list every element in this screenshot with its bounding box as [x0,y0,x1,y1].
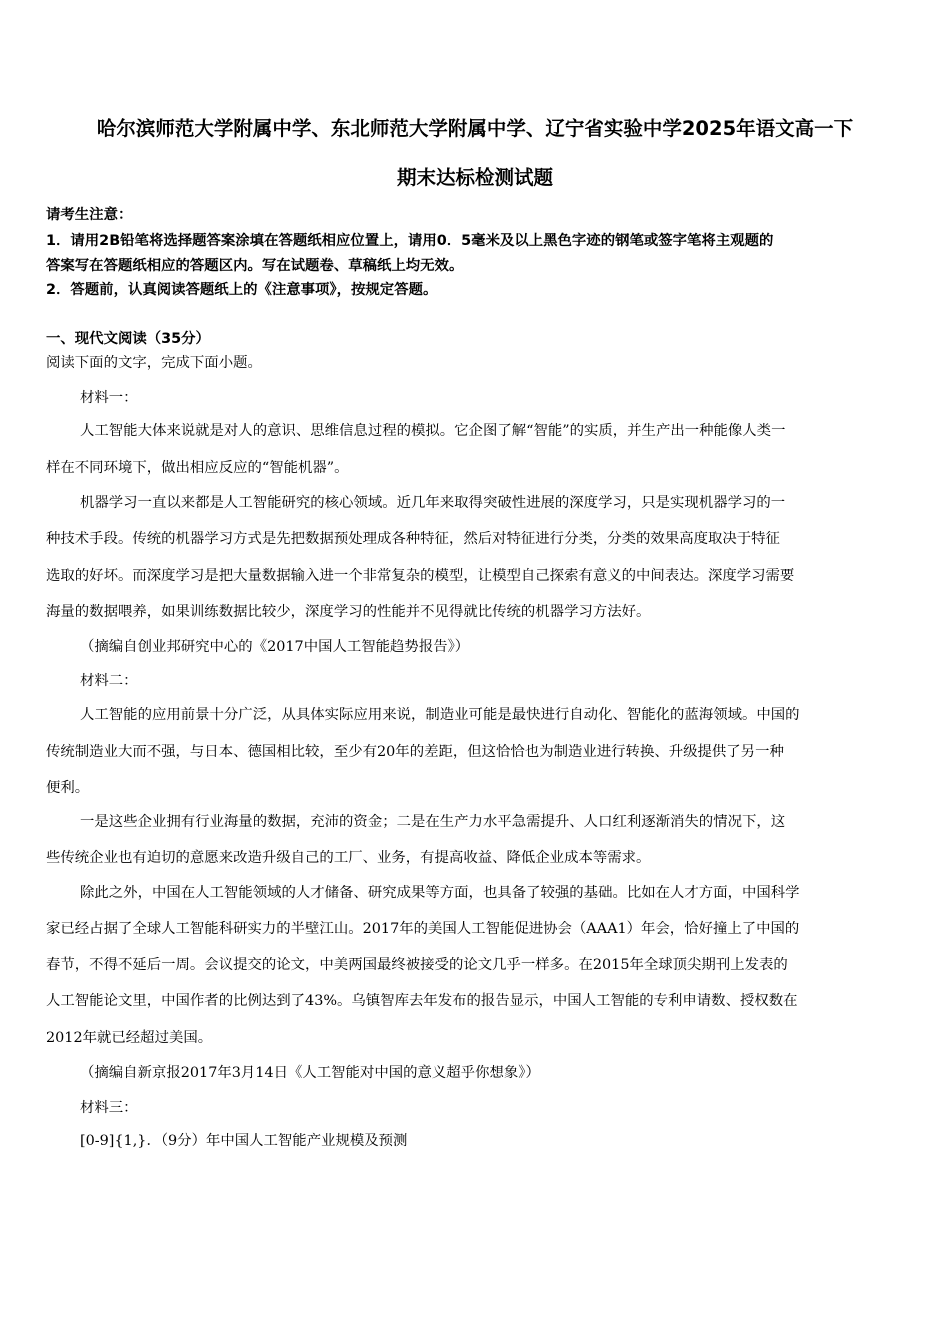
material-1-paragraph-2-line-3: 选取的好坏。而深度学习是把大量数据输入进一个非常复杂的模型，让模型自己探索有意义的中间表达。深度学习需要 [46,568,795,584]
material-1-paragraph-1-line-2: 样在不同环境下，做出相应反应的“智能机器”。 [46,460,349,476]
material-1-paragraph-2-line-2: 种技术手段。传统的机器学习方式是先把数据预处理成各种特征，然后对特征进行分类，分类的效果高度取决于特征 [46,531,780,547]
material-3-chart-caption: [0-9]{1,}．（9分）年中国人工智能产业规模及预测 [80,1133,408,1149]
material-2-paragraph-3-line-1: 除此之外，中国在人工智能领域的人才储备、研究成果等方面，也具备了较强的基础。比如在人才方面，中国科学 [80,885,800,901]
notice-item-1-line-2: 答案写在答题纸相应的答题区内。写在试题卷、草稿纸上均无效。 [46,258,464,274]
material-2-paragraph-2-line-2: 些传统企业也有迫切的意愿来改造升级自己的工厂、业务，有提高收益、降低企业成本等需求。 [46,850,651,866]
section-instruction: 阅读下面的文字，完成下面小题。 [46,355,262,371]
material-2-paragraph-3-line-2: 家已经占据了全球人工智能科研实力的半壁江山。2017年的美国人工智能促进协会（AAA1）年会，恰好撞上了中国的 [46,921,800,937]
material-2-paragraph-1-line-2: 传统制造业大而不强，与日本、德国相比较，至少有20年的差距，但这恰恰也为制造业进行转换、升级提供了另一种 [46,744,784,760]
document-title-line-1: 哈尔滨师范大学附属中学、东北师范大学附属中学、辽宁省实验中学2025年语文高一下 [96,117,854,140]
material-1-source: （摘编自创业邦研究中心的《2017中国人工智能趋势报告》） [80,639,470,655]
notice-heading: 请考生注意： [46,207,133,223]
material-2-paragraph-3-line-4: 人工智能论文里，中国作者的比例达到了43%。乌镇智库去年发布的报告显示，中国人工智能的专利申请数、授权数在 [46,993,798,1009]
material-1-label: 材料一： [80,390,138,406]
material-1-paragraph-2-line-4: 海量的数据喂养，如果训练数据比较少，深度学习的性能并不见得就比传统的机器学习方法好。 [46,604,651,620]
material-3-label: 材料三： [80,1100,138,1116]
material-1-paragraph-1-line-1: 人工智能大体来说就是对人的意识、思维信息过程的模拟。它企图了解“智能”的实质，并生产出一种能像人类一 [80,423,786,439]
material-2-paragraph-3-line-5: 2012年就已经超过美国。 [46,1030,213,1046]
material-2-source: （摘编自新京报2017年3月14日《人工智能对中国的意义超乎你想象》） [80,1065,540,1081]
notice-item-1-line-1: 1．请用2B铅笔将选择题答案涂填在答题纸相应位置上，请用0．5毫米及以上黑色字迹的钢笔或签字笔将主观题的 [46,233,774,249]
section-heading: 一、现代文阅读（35分） [46,331,210,347]
material-2-paragraph-1-line-3: 便利。 [46,780,90,796]
material-1-paragraph-2-line-1: 机器学习一直以来都是人工智能研究的核心领域。近几年来取得突破性进展的深度学习，只是实现机器学习的一 [80,495,786,511]
notice-item-2: 2．答题前，认真阅读答题纸上的《注意事项》，按规定答题。 [46,282,438,298]
document-title-line-2: 期末达标检测试题 [396,166,553,189]
material-2-paragraph-3-line-3: 春节，不得不延后一周。会议提交的论文，中美两国最终被接受的论文几乎一样多。在2015年全球顶尖期刊上发表的 [46,957,788,973]
material-2-paragraph-1-line-1: 人工智能的应用前景十分广泛，从具体实际应用来说，制造业可能是最快进行自动化、智能化的蓝海领域。中国的 [80,707,800,723]
material-2-label: 材料二： [80,673,138,689]
material-2-paragraph-2-line-1: 一是这些企业拥有行业海量的数据，充沛的资金；二是在生产力水平急需提升、人口红利逐渐消失的情况下，这 [80,814,786,830]
